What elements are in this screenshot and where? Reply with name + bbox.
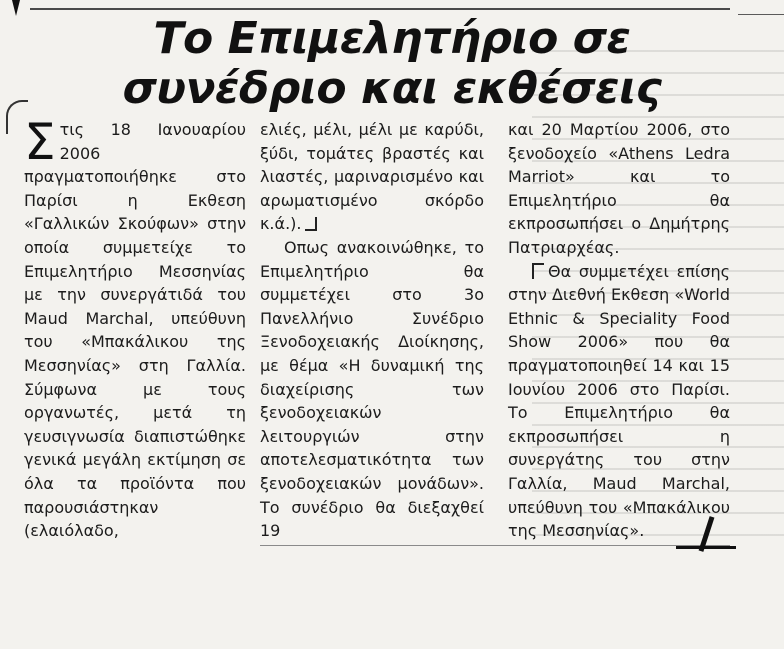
end-rule-mark bbox=[676, 546, 736, 549]
article-column-2 bbox=[260, 118, 484, 543]
paragraph-3 bbox=[508, 260, 730, 543]
start-corner-mark bbox=[532, 263, 544, 279]
headline-line-1: Το Επιμελητήριο σε bbox=[153, 13, 631, 64]
paragraph-1 bbox=[24, 113, 246, 543]
top-rule-right bbox=[738, 14, 784, 15]
article-headline bbox=[112, 14, 672, 114]
top-rule bbox=[30, 8, 730, 10]
paragraph-3-text: Θα συμμετέχει επίσης στην Διεθνή Εκθεση «World Ethnic & Speciality Food Show 2006» που θα πραγματοποιηθεί 14 και 15 Ιουνίου 2006 στο Παρίσι. Το Επιμελητήριο θα εκπροσωπήσει η συνεργάτης του στην Γαλλία, Maud Marchal, υπεύθυνη του «Μπακάλικου της Μεσσηνίας». bbox=[508, 261, 730, 541]
end-bracket-mark bbox=[305, 217, 317, 231]
drop-cap: Σ bbox=[24, 113, 56, 171]
article-column-3 bbox=[508, 118, 730, 543]
paragraph-2: Οπως ανακοινώθηκε, το Επιμελητήριο θα συμμετέχει στο 3ο Πανελλήνιο Συνέδριο Ξενοδοχειακής Διοίκησης, με θέμα «Η δυναμική της διαχείρισης των ξενοδοχειακών λειτουργιών στην αποτελεσματικότητα των ξενοδοχειακών μονάδων». Το συνέδριο θα διεξαχθεί 19 bbox=[260, 237, 484, 541]
paragraph-1-continued-text: ελιές, μέλι, μέλι με καρύδι, ξύδι, τομάτες βραστές και λιαστές, μαριναρισμένο και αρωματισμένο σκόρδο κ.ά.). bbox=[260, 120, 484, 234]
article-column-1 bbox=[24, 113, 246, 543]
corner-wedge-mark bbox=[12, 0, 20, 16]
headline-line-2: συνέδριο και εκθέσεις bbox=[122, 63, 662, 114]
paragraph-1-continued bbox=[260, 118, 484, 236]
bottom-rule bbox=[260, 545, 730, 546]
paragraph-2-continued: και 20 Μαρτίου 2006, στο ξενοδοχείο «Athens Ledra Marriot» και το Επιμελητήριο θα εκπροσωπήσει ο Δημήτρης Πατριαρχέας. bbox=[508, 120, 730, 257]
paragraph-1-text: τις 18 Ιανουαρίου 2006 πραγματοποιήθηκε στο Παρίσι η Εκθεση «Γαλλικών Σκούφων» στην οποία συμμετείχε το Επιμελητήριο Μεσσηνίας με την συνεργάτιδά του Maud Marchal, υπεύθυνη του «Μπακάλικου της Μεσσηνίας» στη Γαλλία. Σύμφωνα με τους οργανωτές, μετά τη γευσιγνωσία διαπιστώθηκε γενικά μεγάλη εκτίμηση σε όλα τα προϊόντα που παρουσιάστηκαν (ελαιόλαδο, bbox=[24, 120, 246, 541]
